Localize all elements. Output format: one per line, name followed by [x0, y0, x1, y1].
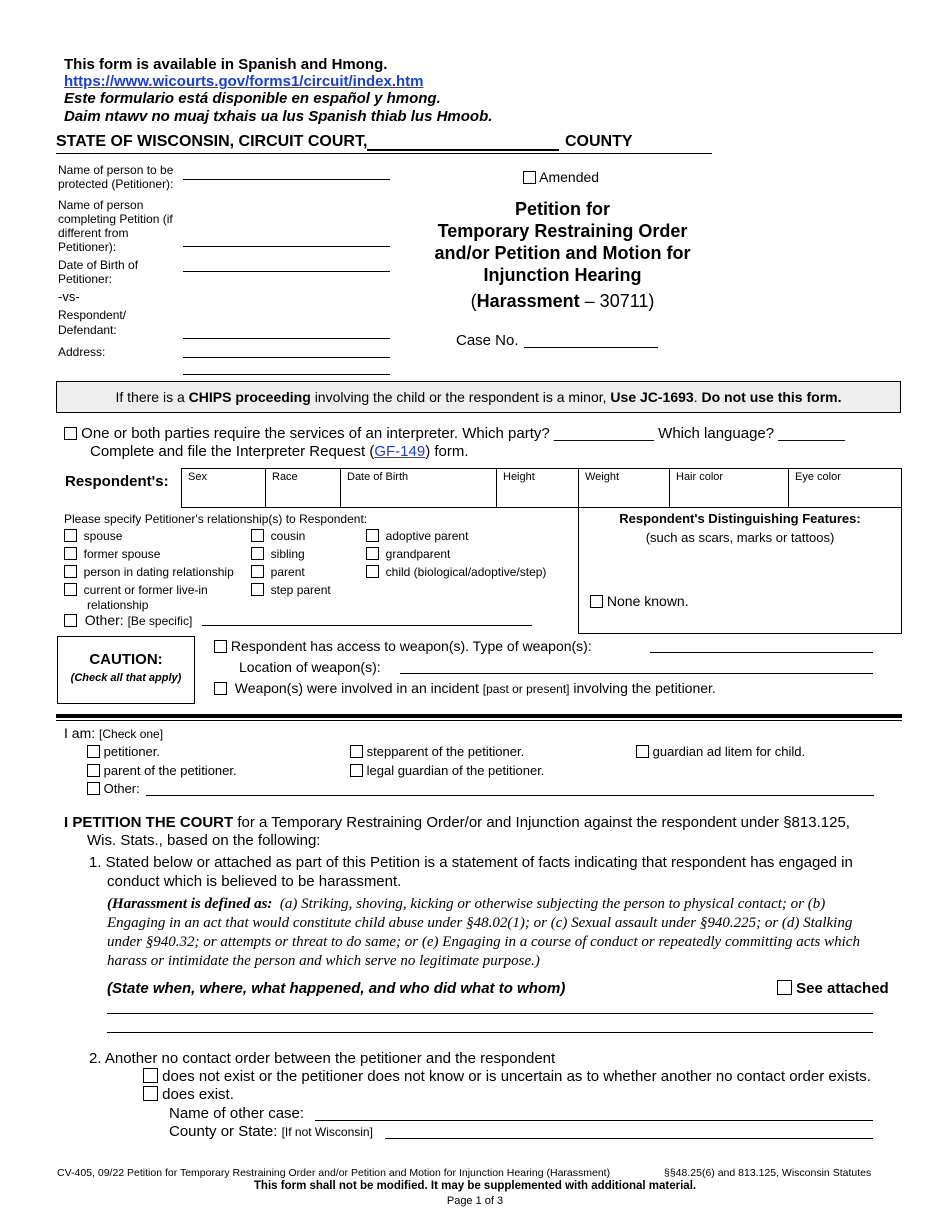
features-box[interactable] [578, 507, 902, 634]
rel-former-spouse-checkbox[interactable] [64, 547, 77, 560]
rel-sibling-label: sibling [270, 547, 305, 561]
chips-bold-1: CHIPS proceeding [188, 389, 311, 405]
weapons-incident-checkbox[interactable] [214, 682, 227, 695]
rel-adoptive-parent-label: adoptive parent [385, 529, 469, 543]
respondent-label: Respondent/ Defendant: [58, 308, 127, 337]
case-no-label: Case No. [456, 332, 519, 349]
i-am-parent-label: parent of the petitioner. [103, 763, 237, 778]
interpreter-request-pre: Complete and file the Interpreter Request ( [90, 443, 375, 460]
rel-live-in[interactable] [64, 583, 208, 597]
weapons-incident-option[interactable] [214, 680, 716, 696]
item2-line: 2. Another no contact order between the petitioner and the respondent [89, 1050, 556, 1067]
rel-former-spouse-label: former spouse [83, 547, 161, 561]
weapons-access-option[interactable] [214, 638, 592, 654]
race-header: Race [272, 471, 298, 483]
county-state-label [169, 1123, 373, 1140]
i-am-other-field[interactable] [146, 795, 874, 796]
no-order-checkbox[interactable] [143, 1068, 158, 1083]
other-case-field[interactable] [315, 1120, 873, 1121]
i-am-label [64, 725, 163, 741]
harassment-def-3: under §940.32; or attempts or threat to do same; or (e) Engaging in a course of conduct or repeatedly committing acts which [107, 934, 860, 950]
rel-child[interactable] [366, 565, 546, 579]
address-label: Address: [58, 345, 106, 359]
i-am-gal-checkbox[interactable] [636, 745, 649, 758]
amended-checkbox[interactable] [523, 171, 536, 184]
rel-adoptive-parent[interactable] [366, 529, 468, 543]
i-am-stepparent-label: stepparent of the petitioner. [366, 744, 525, 759]
i-am-other-checkbox[interactable] [87, 782, 100, 795]
address-line-2[interactable] [183, 374, 390, 375]
weapon-location-field[interactable] [400, 673, 873, 674]
features-title: Respondent's Distinguishing Features: [619, 511, 861, 526]
petitioner-name-field[interactable] [183, 179, 390, 180]
none-known-checkbox[interactable] [590, 595, 603, 608]
rel-other-field[interactable] [202, 625, 532, 626]
i-am-petitioner[interactable] [87, 744, 160, 759]
rel-sibling[interactable] [251, 547, 305, 561]
item1-line-2: conduct which is believed to be harassment. [107, 873, 402, 890]
amended-option[interactable] [523, 169, 599, 185]
rel-parent-label: parent [270, 565, 305, 579]
rel-dating-checkbox[interactable] [64, 565, 77, 578]
type-open-paren: ( [470, 291, 477, 311]
i-am-other[interactable] [87, 781, 140, 796]
sex-cell[interactable] [181, 468, 266, 508]
footer-statutes: §§48.25(6) and 813.125, Wisconsin Statutes [664, 1167, 872, 1179]
rel-step-parent-checkbox[interactable] [251, 583, 264, 596]
completing-name-field[interactable] [183, 246, 390, 247]
caution-subtitle: (Check all that apply) [70, 672, 182, 684]
harassment-def-text-1: (a) Striking, shoving, kicking or otherwise subjecting the person to physical contact; or (b) [279, 896, 826, 912]
respondent-name-field[interactable] [183, 338, 390, 339]
interpreter-line [64, 425, 845, 442]
form-title [405, 198, 720, 286]
harassment-def-4: harass or intimidate the person and which serve no legitimate purpose.) [107, 953, 540, 969]
rel-child-label: child (biological/adoptive/step) [385, 565, 547, 579]
court-suffix: COUNTY [565, 133, 633, 150]
rel-spouse-checkbox[interactable] [64, 529, 77, 542]
county-field[interactable] [367, 149, 559, 151]
title-line-3: and/or Petition and Motion for [434, 243, 691, 263]
caution-box [57, 636, 195, 704]
weapon-type-field[interactable] [650, 652, 873, 653]
i-am-gal-label: guardian ad litem for child. [652, 744, 806, 759]
chips-pre: If there is a [115, 389, 185, 405]
rel-sibling-checkbox[interactable] [251, 547, 264, 560]
i-am-hint: [Check one] [99, 727, 164, 741]
rel-spouse[interactable] [64, 529, 122, 543]
state-when-instruction: (State when, where, what happened, and who did what to whom) [107, 980, 566, 997]
hair-color-header: Hair color [676, 471, 724, 483]
petition-line-1 [64, 814, 850, 831]
height-cell[interactable] [496, 468, 579, 508]
height-header: Height [503, 471, 535, 483]
race-cell[interactable] [265, 468, 341, 508]
i-am-legal-guardian[interactable] [350, 763, 544, 778]
page-number: Page 1 of 3 [446, 1195, 504, 1207]
i-am-gal[interactable] [636, 744, 805, 759]
availability-note: This form is available in Spanish and Hmong. [64, 56, 388, 73]
rel-step-parent[interactable] [251, 583, 331, 597]
title-line-4: Injunction Hearing [483, 265, 642, 285]
i-am-stepparent[interactable] [350, 744, 524, 759]
i-am-stepparent-checkbox[interactable] [350, 745, 363, 758]
rel-grandparent-checkbox[interactable] [366, 547, 379, 560]
rel-dating[interactable] [64, 565, 234, 579]
no-order-label: does not exist or the petitioner does not know or is uncertain as to whether another no contact order exists. [162, 1068, 871, 1085]
rel-cousin[interactable] [251, 529, 305, 543]
see-attached-label: See attached [796, 980, 889, 997]
interpreter-checkbox[interactable] [64, 427, 77, 440]
no-order-option[interactable] [143, 1068, 871, 1085]
i-am-text: I am: [64, 725, 96, 741]
harassment-def-1 [107, 896, 825, 913]
amended-label: Amended [539, 169, 600, 185]
footer-form-id: CV-405, 09/22 Petition for Temporary Restraining Order and/or Petition and Motion for Injunction Hearing (Harassment) [57, 1167, 611, 1179]
case-no-field[interactable] [524, 347, 658, 348]
caution-title: CAUTION: [89, 651, 163, 668]
other-case-label: Name of other case: [169, 1105, 305, 1122]
petition-bold: I PETITION THE COURT [64, 814, 234, 831]
i-am-other-label: Other: [103, 781, 140, 796]
rel-live-in-checkbox[interactable] [64, 583, 77, 596]
none-known-label: None known. [606, 593, 689, 609]
address-line-1[interactable] [183, 357, 390, 358]
weapons-incident-pre: Weapon(s) were involved in an incident [234, 680, 479, 696]
i-am-petitioner-label: petitioner. [103, 744, 160, 759]
i-am-petitioner-checkbox[interactable] [87, 745, 100, 758]
chips-bold-2: Use JC-1693 [610, 389, 694, 405]
petition-text-2: Wis. Stats., based on the following: [87, 832, 321, 849]
features-subtitle: (such as scars, marks or tattoos) [645, 530, 835, 545]
rel-parent-checkbox[interactable] [251, 565, 264, 578]
rel-dating-label: person in dating relationship [83, 565, 234, 579]
harassment-def-bold: (Harassment is defined as: [107, 896, 273, 912]
weapons-access-checkbox[interactable] [214, 640, 227, 653]
weapons-incident-small: [past or present] [482, 682, 570, 696]
rel-grandparent[interactable] [366, 547, 450, 561]
forms-url-link[interactable]: https://www.wicourts.gov/forms1/circuit/index.htm [64, 73, 424, 90]
hair-color-cell[interactable] [669, 468, 789, 508]
interpreter-request-line [90, 443, 469, 460]
form-type [405, 291, 720, 312]
rel-other[interactable] [64, 612, 192, 628]
divider-thin [56, 720, 902, 721]
petitioner-label: Name of person to be protected (Petitioner): [58, 163, 174, 191]
dob-field[interactable] [183, 271, 390, 272]
footer-notice: This form shall not be modified. It may be supplemented with additional material. [253, 1180, 697, 1192]
order-exists-checkbox[interactable] [143, 1086, 158, 1101]
interpreter-request-post: ) form. [425, 443, 469, 460]
rel-live-in-label: current or former live-in [83, 583, 208, 597]
i-am-legal-guardian-checkbox[interactable] [350, 764, 363, 777]
sex-header: Sex [188, 471, 207, 483]
type-name: Harassment [476, 291, 580, 311]
hmong-note: Daim ntawv no muaj txhais ua lus Spanish thiab lus Hmoob. [64, 108, 493, 125]
see-attached-option[interactable] [777, 980, 889, 997]
rel-spouse-label: spouse [83, 529, 123, 543]
facts-line-2[interactable] [107, 1032, 873, 1033]
gf-149-link[interactable]: GF-149 [374, 443, 426, 460]
chips-bold-3: Do not use this form. [701, 389, 842, 405]
rel-cousin-label: cousin [270, 529, 306, 543]
court-prefix: STATE OF WISCONSIN, CIRCUIT COURT, [56, 133, 368, 150]
divider-thick [56, 714, 902, 718]
i-am-legal-guardian-label: legal guardian of the petitioner. [366, 763, 545, 778]
rel-other-label: Other: [84, 612, 124, 628]
eye-color-cell[interactable] [788, 468, 902, 508]
weight-header: Weight [585, 471, 620, 483]
see-attached-checkbox[interactable] [777, 980, 792, 995]
eye-color-header: Eye color [795, 471, 841, 483]
rel-cousin-checkbox[interactable] [251, 529, 264, 542]
rel-other-checkbox[interactable] [64, 614, 77, 627]
title-line-1: Petition for [515, 199, 610, 219]
rel-other-hint: [Be specific] [127, 614, 193, 628]
order-exists-option[interactable] [143, 1086, 234, 1103]
spanish-note: Este formulario está disponible en español y hmong. [64, 90, 441, 107]
rel-adoptive-parent-checkbox[interactable] [366, 529, 379, 542]
i-am-parent-checkbox[interactable] [87, 764, 100, 777]
county-state-hint: [If not Wisconsin] [281, 1125, 373, 1139]
weapon-location-label: Location of weapon(s): [239, 659, 381, 675]
petition-text-1: for a Temporary Restraining Order/or and Injunction against the respondent under §813.125, [237, 814, 850, 831]
harassment-def-2: Engaging in an act that would constitute child abuse under §48.02(1); or (c) Sexual assault under §940.225; or (d) Stalking [107, 915, 853, 931]
rel-step-parent-label: step parent [270, 583, 331, 597]
county-state-text: County or State: [169, 1123, 278, 1140]
weapons-incident-post: involving the petitioner. [573, 680, 716, 696]
relationship-intro: Please specify Petitioner's relationship(s) to Respondent: [64, 512, 368, 526]
vs-label: -vs- [58, 289, 80, 304]
dob-label: Date of Birth of Petitioner: [58, 258, 139, 286]
dob-header: Date of Birth [347, 471, 409, 483]
rel-child-checkbox[interactable] [366, 565, 379, 578]
rel-parent[interactable] [251, 565, 305, 579]
item1-line-1: 1. Stated below or attached as part of this Petition is a statement of facts indicating that respondent has engaged in [89, 854, 853, 871]
county-state-field[interactable] [385, 1138, 873, 1139]
type-code: – 30711) [584, 291, 655, 311]
respondent-table-label: Respondent's: [65, 473, 169, 490]
weight-cell[interactable] [578, 468, 670, 508]
court-rule [56, 153, 712, 154]
interpreter-text: One or both parties require the services of an interpreter. Which party? ____________ Which language? ________ [81, 425, 845, 442]
title-line-2: Temporary Restraining Order [437, 221, 688, 241]
rel-grandparent-label: grandparent [385, 547, 451, 561]
rel-former-spouse[interactable] [64, 547, 160, 561]
order-exists-label: does exist. [162, 1086, 234, 1103]
none-known-option[interactable] [590, 593, 689, 609]
completing-label: Name of person completing Petition (if different from Petitioner): [58, 198, 173, 254]
weapons-access-label: Respondent has access to weapon(s). Type of weapon(s): [230, 638, 592, 654]
rel-live-in-label-2: relationship [87, 598, 149, 612]
chips-notice: If there is a CHIPS proceeding involving the child or the respondent is a minor, Use JC-1693. Do not use this form. [56, 381, 901, 413]
facts-line-1[interactable] [107, 1013, 873, 1014]
i-am-parent[interactable] [87, 763, 237, 778]
dob-cell[interactable] [340, 468, 497, 508]
chips-mid: involving the child or the respondent is a minor, [314, 389, 607, 405]
